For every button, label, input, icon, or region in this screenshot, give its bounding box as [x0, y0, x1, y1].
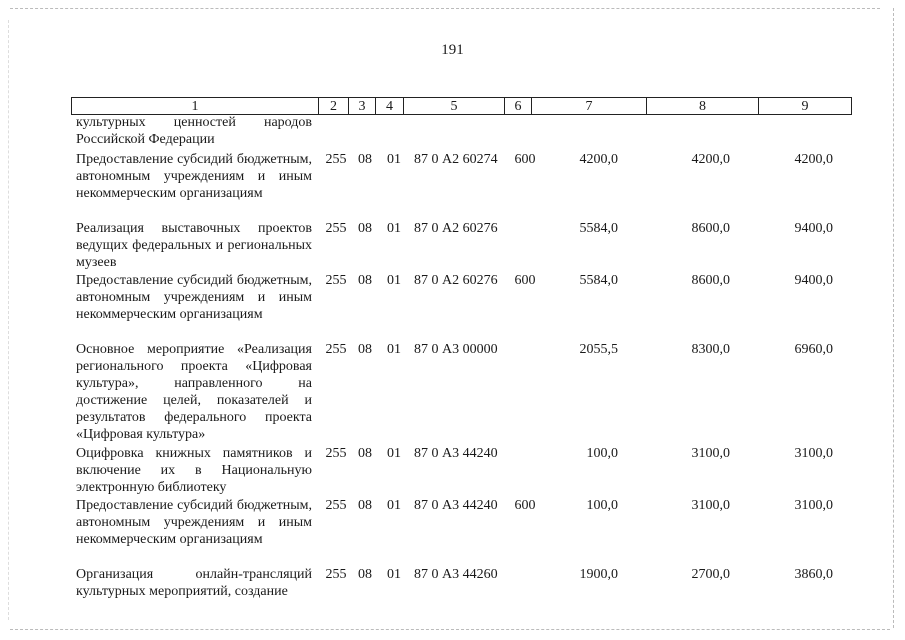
- cell-subsection: 01: [387, 342, 401, 357]
- cell-amount-col8: 8600,0: [691, 221, 730, 236]
- row-description: Реализация выставочных проектов ведущих федеральных и региональных музеев: [76, 221, 312, 270]
- cell-target-article: 87 0 А3 44260: [414, 567, 498, 582]
- cell-amount-col7: 100,0: [586, 446, 618, 461]
- cell-ministry: 255: [325, 567, 347, 582]
- cell-ministry: 255: [325, 342, 347, 357]
- scan-edge-left: [8, 20, 9, 620]
- cell-amount-col9: 3860,0: [794, 567, 833, 582]
- cell-amount-col9: 3100,0: [794, 446, 833, 461]
- page-number: 191: [441, 42, 464, 58]
- cell-subsection: 01: [387, 273, 401, 288]
- cell-section: 08: [358, 342, 372, 357]
- cell-amount-col8: 4200,0: [691, 152, 730, 167]
- cell-section: 08: [358, 273, 372, 288]
- header-col-2: 2: [319, 98, 349, 114]
- cell-target-article: 87 0 А2 60276: [414, 273, 498, 288]
- cell-section: 08: [358, 221, 372, 236]
- row-description: Предоставление субсидий бюджетным, автономным учреждениям и иным некоммерческим организациям: [76, 152, 312, 201]
- scan-edge-bottom: [10, 629, 890, 630]
- cell-amount-col9: 3100,0: [794, 498, 833, 513]
- header-col-9: 9: [801, 99, 809, 114]
- cell-target-article: 87 0 А3 44240: [414, 446, 498, 461]
- cell-amount-col7: 2055,5: [579, 342, 618, 357]
- row-description: культурных ценностей народов Российской Федерации: [76, 115, 312, 147]
- cell-amount-col9: 4200,0: [794, 152, 833, 167]
- cell-amount-col7: 100,0: [586, 498, 618, 513]
- row-description: Предоставление субсидий бюджетным, автономным учреждениям и иным некоммерческим организациям: [76, 273, 312, 322]
- cell-amount-col9: 6960,0: [794, 342, 833, 357]
- cell-amount-col7: 5584,0: [579, 221, 618, 236]
- header-col-5: 5: [404, 98, 505, 114]
- cell-ministry: 255: [325, 446, 347, 461]
- row-description: Организация онлайн-трансляций культурных мероприятий, создание: [76, 567, 312, 599]
- cell-subsection: 01: [387, 221, 401, 236]
- cell-section: 08: [358, 498, 372, 513]
- row-description: Оцифровка книжных памятников и включение их в Национальную электронную библиотеку: [76, 446, 312, 495]
- cell-amount-col7: 4200,0: [579, 152, 618, 167]
- header-col-3: 3: [349, 98, 376, 114]
- header-col-6: 6: [505, 98, 532, 114]
- header-col-7: 7: [532, 98, 647, 114]
- row-description: Предоставление субсидий бюджетным, автономным учреждениям и иным некоммерческим организациям: [76, 498, 312, 547]
- header-col-8: 8: [647, 98, 759, 114]
- cell-expense-type: 600: [514, 152, 536, 167]
- cell-ministry: 255: [325, 273, 347, 288]
- cell-amount-col7: 1900,0: [579, 567, 618, 582]
- cell-expense-type: 600: [514, 273, 536, 288]
- cell-subsection: 01: [387, 446, 401, 461]
- cell-expense-type: 600: [514, 498, 536, 513]
- cell-amount-col8: 8600,0: [691, 273, 730, 288]
- cell-ministry: 255: [325, 152, 347, 167]
- cell-amount-col9: 9400,0: [794, 273, 833, 288]
- cell-ministry: 255: [325, 221, 347, 236]
- cell-subsection: 01: [387, 567, 401, 582]
- cell-target-article: 87 0 А3 44240: [414, 498, 498, 513]
- scan-edge-top: [10, 8, 880, 9]
- cell-amount-col7: 5584,0: [579, 273, 618, 288]
- cell-target-article: 87 0 А3 00000: [414, 342, 498, 357]
- cell-amount-col8: 8300,0: [691, 342, 730, 357]
- header-col-1: 1: [72, 98, 319, 114]
- cell-subsection: 01: [387, 498, 401, 513]
- cell-section: 08: [358, 446, 372, 461]
- cell-section: 08: [358, 152, 372, 167]
- cell-amount-col8: 3100,0: [691, 498, 730, 513]
- cell-amount-col8: 2700,0: [691, 567, 730, 582]
- cell-target-article: 87 0 А2 60274: [414, 152, 498, 167]
- cell-target-article: 87 0 А2 60276: [414, 221, 498, 236]
- header-col-4: 4: [376, 98, 404, 114]
- cell-amount-col8: 3100,0: [691, 446, 730, 461]
- scan-edge-right: [893, 8, 894, 628]
- row-description: Основное мероприятие «Реализация регионального проекта «Цифровая культура», направленного на достижение целей, показателей и результатов федерального проекта «Цифровая культура»: [76, 342, 312, 442]
- cell-subsection: 01: [387, 152, 401, 167]
- cell-section: 08: [358, 567, 372, 582]
- cell-ministry: 255: [325, 498, 347, 513]
- table-header: [71, 97, 852, 115]
- cell-amount-col9: 9400,0: [794, 221, 833, 236]
